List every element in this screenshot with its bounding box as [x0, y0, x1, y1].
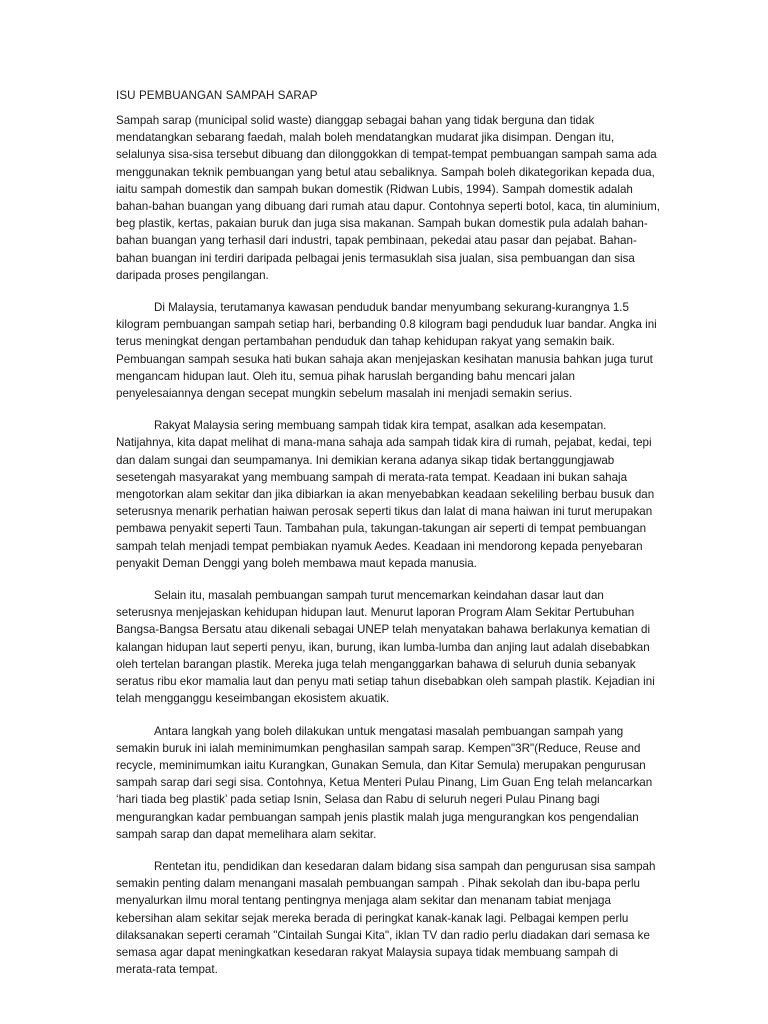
paragraph-2: Di Malaysia, terutamanya kawasan penduduk bandar menyumbang sekurang-kurangnya 1.5 kilogram pembuangan sampah setiap hari, berbanding 0.8 kilogram bagi penduduk luar bandar. Angka ini terus meningkat dengan pertambahan penduduk dan tahap kehidupan rakyat yang semakin baik. Pembuangan sampah sesuka hati bukan sahaja akan menjejaskan kesihatan manusia bahkan juga turut mengancam hidupan laut. Oleh itu, semua pihak haruslah berganding bahu mencari jalan penyelesaiannya dengan secepat mungkin sebelum masalah ini menjadi semakin serius. [116, 301, 657, 401]
paragraph-3: Rakyat Malaysia sering membuang sampah tidak kira tempat, asalkan ada kesempatan. Natijahnya, kita dapat melihat di mana-mana sahaja ada sampah tidak kira di rumah, pejabat, kedai, tepi dan dalam sungai dan seumpamanya. Ini demikian kerana adanya sikap tidak bertanggungjawab sesetengah masyarakat yang membuang sampah di merata-rata tempat. Keadaan ini bukan sahaja mengotorkan alam sekitar dan jika dibiarkan ia akan menyebabkan keadaan sekeliling berbau busuk dan seterusnya menarik perhatian haiwan perosak seperti tikus dan lalat di mana haiwan ini turut merupakan pembawa penyakit seperti Taun. Tambahan pula, takungan-takungan air seperti di tempat pembuangan sampah telah menjadi tempat pembiakan nyamuk Aedes. Keadaan ini mendorong kepada penyebaran penyakit Deman Denggi yang boleh membawa maut kepada manusia. [116, 419, 655, 570]
paragraph-1: Sampah sarap (municipal solid waste) dianggap sebagai bahan yang tidak berguna dan tidak mendatangkan sebarang faedah, malah boleh mendatangkan mudarat jika disimpan. Dengan itu, selalunya sisa-sisa tersebut dibuang dan dilonggokkan di tempat-tempat pembuangan sampah sama ada menggunakan teknik pembuangan yang betul atau sebaliknya. Sampah boleh dikategorikan kepada dua, iaitu sampah domestik dan sampah bukan domestik (Ridwan Lubis, 1994). Sampah domestik adalah bahan-bahan buangan yang dibuang dari rumah atau dapur. Contohnya seperti botol, kaca, tin aluminium, beg plastik, kertas, pakaian buruk dan juga sisa makanan. Sampah bukan domestik pula adalah bahan-bahan buangan yang terhasil dari industri, tapak pembinaan, pekedai atau pasar dan pejabat. Bahan-bahan buangan ini terdiri daripada pelbagai jenis termasuklah sisa jualan, sisa pembuangan dan sisa daripada proses pengilangan. [116, 114, 660, 282]
document-title: ISU PEMBUANGAN SAMPAH SARAP [116, 89, 318, 102]
paragraph-4: Selain itu, masalah pembuangan sampah turut mencemarkan keindahan dasar laut dan seterusnya menjejaskan kehidupan hidupan laut. Menurut laporan Program Alam Sekitar Pertubuhan Bangsa-Bangsa Bersatu atau dikenali sebagai UNEP telah menyatakan bahawa berlakunya kematian di kalangan hidupan laut seperti penyu, ikan, burung, ikan lumba-lumba dan anjing laut adalah disebabkan oleh tertelan barangan plastik. Mereka juga telah menganggarkan bahawa di seluruh dunia sebanyak seratus ribu ekor mamalia laut dan penyu mati setiap tahun disebabkan oleh sampah plastik. Kejadian ini telah mengganggu keseimbangan ekosistem akuatik. [116, 589, 655, 706]
paragraph-6: Rentetan itu, pendidikan dan kesedaran dalam bidang sisa sampah dan pengurusan sisa sampah semakin penting dalam menangani masalah pembuangan sampah . Pihak sekolah dan ibu-bapa perlu menyalurkan ilmu moral tentang pentingnya menjaga alam sekitar dan menanam tabiat menjaga kebersihan alam sekitar sejak mereka berada di peringkat kanak-kanak lagi. Pelbagai kempen perlu dilaksanakan seperti ceramah "Cintailah Sungai Kita", iklan TV dan radio perlu diadakan dari semasa ke semasa agar dapat meningkatkan kesedaran rakyat Malaysia supaya tidak membuang sampah di merata-rata tempat. [116, 859, 656, 977]
document-page [116, 87, 660, 993]
paragraph-5: Antara langkah yang boleh dilakukan untuk mengatasi masalah pembuangan sampah yang semakin buruk ini ialah meminimumkan penghasilan sampah sarap. Kempen"3R"(Reduce, Reuse and recycle, meminimumkan iaitu Kurangkan, Gunakan Semula, dan Kitar Semula) merupakan pengurusan sampah sarap dari segi sisa. Contohnya, Ketua Menteri Pulau Pinang, Lim Guan Eng telah melancarkan ‘hari tiada beg plastik’ pada setiap Isnin, Selasa dan Rabu di seluruh negeri Pulau Pinang bagi mengurangkan kadar pembuangan sampah jenis plastik malah juga mengurangkan kos pengendalian sampah sarap dan dapat memelihara alam sekitar. [116, 724, 653, 841]
